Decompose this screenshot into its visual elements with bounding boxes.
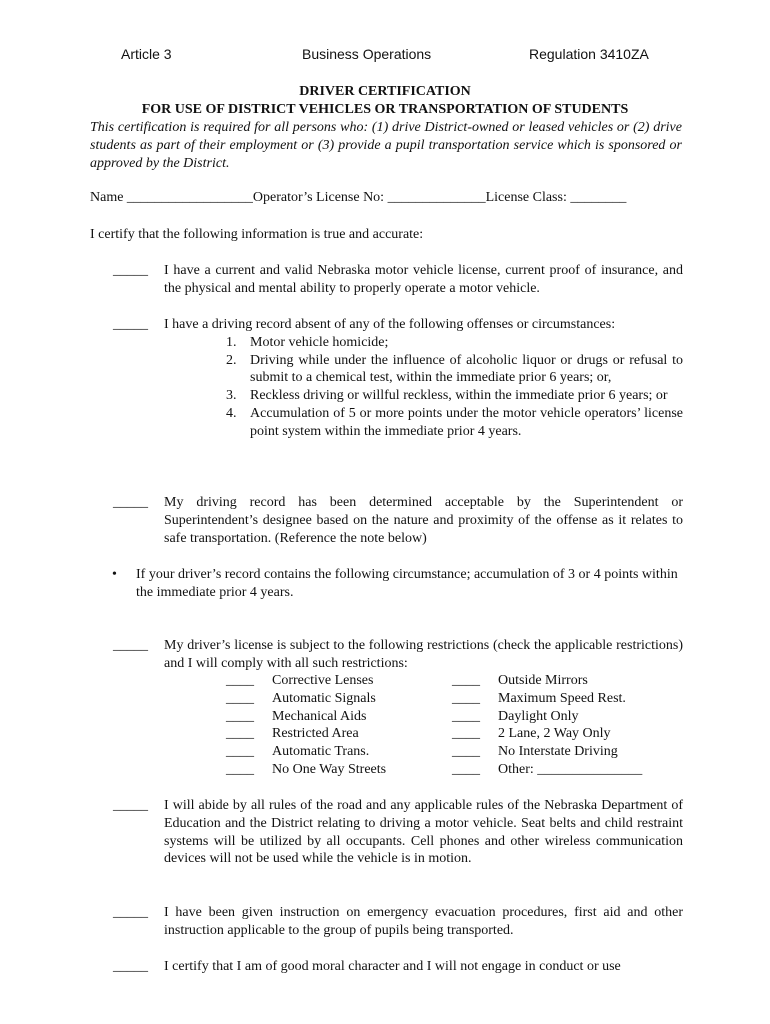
check-blank[interactable]: _____: [113, 905, 148, 920]
note-text: If your driver’s record contains the following circumstance; accumulation of 3 or 4 points within the immediate prior 4 years.: [136, 567, 678, 600]
offense-item: [226, 405, 683, 441]
fields-line: Name __________________Operator’s License No: ______________License Class: ________: [90, 190, 627, 205]
restriction-blank[interactable]: ____: [452, 744, 480, 760]
check-blank[interactable]: _____: [113, 317, 148, 332]
offense-number: 4.: [226, 405, 237, 421]
intro-paragraph: This certification is required for all persons who: (1) drive District-owned or leased vehicles or (2) drive students as part of their employment or (3) provide a pupil transportation service which is sponsored or approved by the District.: [90, 120, 682, 171]
restriction-option: [452, 761, 642, 779]
offense-text: Motor vehicle homicide;: [250, 334, 389, 350]
restriction-label: Outside Mirrors: [498, 673, 588, 688]
item-instruction-text: I have been given instruction on emergency evacuation procedures, first aid and other instruction applicable to the group of pupils being transported.: [164, 905, 683, 938]
restriction-blank[interactable]: ____: [226, 673, 254, 688]
restriction-blank[interactable]: ____: [452, 690, 480, 706]
item-driving-record: [113, 316, 683, 441]
offense-item: [226, 387, 683, 405]
offense-number: 3.: [226, 388, 237, 404]
check-blank[interactable]: _____: [113, 798, 148, 813]
item-restrictions: [113, 637, 683, 673]
restriction-label: Daylight Only: [498, 708, 579, 724]
restriction-label: Automatic Signals: [272, 690, 376, 706]
restriction-option: [452, 725, 642, 743]
restriction-label: No Interstate Driving: [498, 744, 618, 760]
restriction-option: [226, 690, 386, 708]
bullet-icon: •: [112, 567, 117, 582]
offense-number: 1.: [226, 334, 237, 350]
offense-list: [226, 334, 683, 441]
offense-text: Driving while under the influence of alcoholic liquor or drugs or refusal to submit to a chemical test, within the immediate prior 6 years; or,: [250, 352, 683, 386]
document-title: DRIVER CERTIFICATION: [299, 84, 471, 99]
restriction-label: Corrective Lenses: [272, 673, 374, 688]
offense-number: 2.: [226, 352, 237, 368]
restrictions-left-column: [226, 672, 386, 779]
restriction-blank[interactable]: ____: [226, 761, 254, 777]
header-article: Article 3: [121, 46, 172, 62]
restriction-blank[interactable]: ____: [452, 726, 480, 742]
item-acceptable-record: [113, 494, 683, 547]
certify-statement: I certify that the following information is true and accurate:: [90, 227, 424, 242]
check-blank[interactable]: _____: [113, 638, 148, 653]
restriction-option: [452, 708, 642, 726]
restriction-option: [452, 743, 642, 761]
restriction-label: Automatic Trans.: [272, 744, 370, 760]
item-character-text: I certify that I am of good moral character and I will not engage in conduct or use: [164, 959, 621, 974]
document-subtitle: FOR USE OF DISTRICT VEHICLES OR TRANSPORTATION OF STUDENTS: [141, 102, 629, 117]
item-record-intro: I have a driving record absent of any of the following offenses or circumstances:: [164, 317, 616, 332]
item-license: [113, 262, 683, 298]
item-rules-text: I will abide by all rules of the road and any applicable rules of the Nebraska Department of Education and the District relating to driving a motor vehicle. Seat belts and child restraint systems will be utilized by all occupants. Cell phones and other wireless communication devices will not be used while the vehicle is in motion.: [164, 798, 683, 867]
check-blank[interactable]: _____: [113, 495, 148, 510]
restriction-label: Mechanical Aids: [272, 708, 367, 724]
restriction-label: Maximum Speed Rest.: [498, 690, 626, 706]
item-rules: [113, 797, 683, 868]
restriction-label: Restricted Area: [272, 726, 359, 742]
note-bullet: [112, 566, 682, 602]
restriction-option: [452, 672, 642, 690]
restriction-blank[interactable]: ____: [452, 708, 480, 724]
restriction-option: [452, 690, 642, 708]
restriction-blank[interactable]: ____: [226, 690, 254, 706]
restriction-option: [226, 743, 386, 761]
offense-item: [226, 334, 683, 352]
item-character: [113, 958, 683, 976]
offense-text: Reckless driving or willful reckless, within the immediate prior 6 years; or: [250, 388, 668, 404]
restriction-blank[interactable]: ____: [226, 726, 254, 742]
check-blank[interactable]: _____: [113, 263, 148, 278]
item-license-text: I have a current and valid Nebraska motor vehicle license, current proof of insurance, and the physical and mental ability to properly operate a motor vehicle.: [164, 263, 683, 296]
restriction-option: [226, 672, 386, 690]
header-regulation: Regulation 3410ZA: [529, 46, 649, 62]
item-acceptable-text: My driving record has been determined acceptable by the Superintendent or Superintendent’s designee based on the nature and proximity of the offense as it relates to safe transportation. (Reference the note below): [164, 495, 683, 546]
restriction-option: [226, 761, 386, 779]
restriction-blank[interactable]: ____: [226, 744, 254, 760]
restriction-label: No One Way Streets: [272, 761, 387, 777]
offense-item: [226, 352, 683, 388]
restriction-blank[interactable]: ____: [226, 708, 254, 724]
item-restrictions-text: My driver’s license is subject to the following restrictions (check the applicable restrictions) and I will comply with all such restrictions:: [164, 638, 683, 671]
check-blank[interactable]: _____: [113, 959, 148, 974]
header-section: Business Operations: [302, 46, 432, 62]
restrictions-right-column: [452, 672, 642, 779]
offense-text: Accumulation of 5 or more points under the motor vehicle operators’ license point system within the immediate prior 4 years.: [250, 405, 683, 439]
restriction-option: [226, 708, 386, 726]
restriction-label: Other: _______________: [498, 761, 643, 777]
restriction-blank[interactable]: ____: [452, 673, 480, 688]
item-instruction: [113, 904, 683, 940]
restriction-label: 2 Lane, 2 Way Only: [498, 726, 611, 742]
restriction-option: [226, 725, 386, 743]
restriction-blank[interactable]: ____: [452, 761, 480, 777]
